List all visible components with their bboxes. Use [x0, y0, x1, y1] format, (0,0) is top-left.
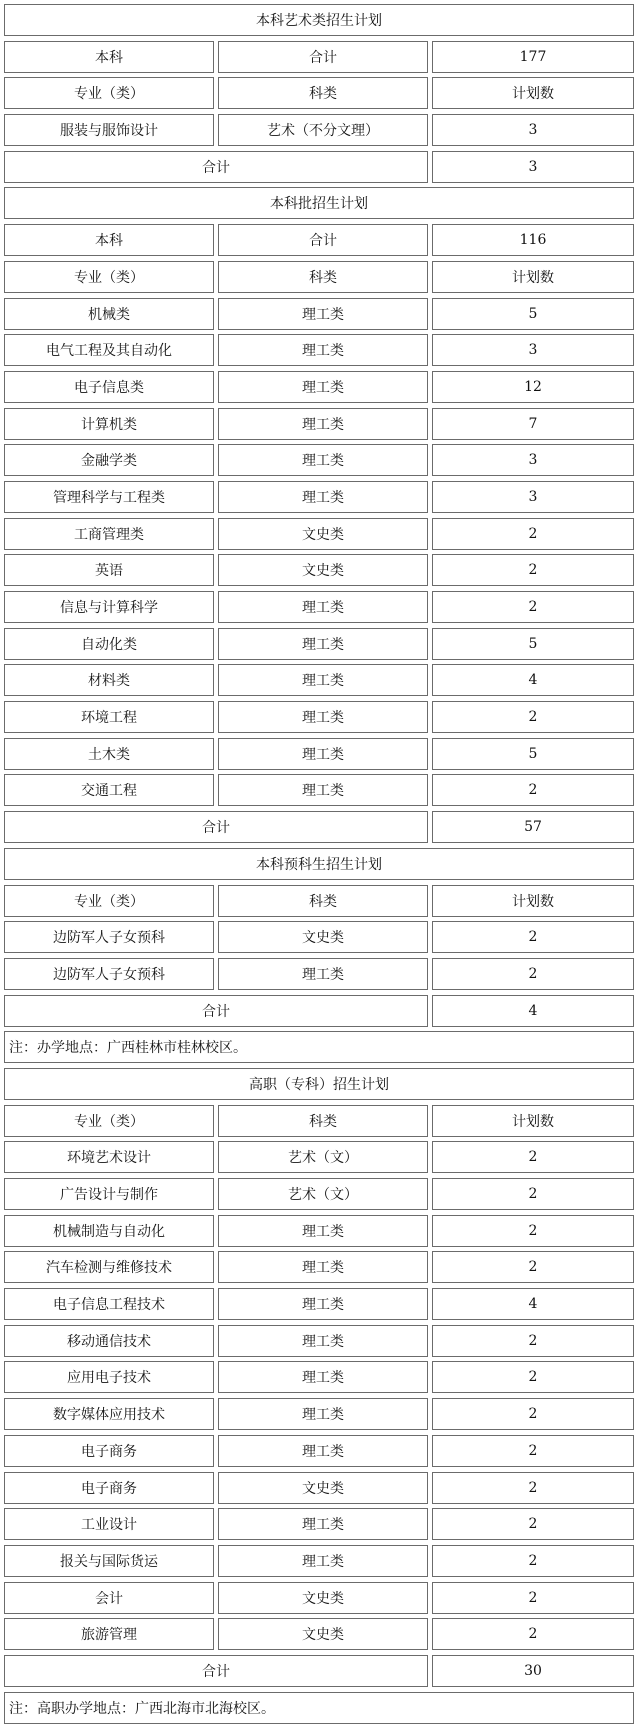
summary-level: 本科	[4, 41, 214, 73]
major-cell: 机械类	[4, 298, 214, 330]
count-cell: 2	[432, 1141, 634, 1173]
count-cell: 7	[432, 408, 634, 440]
summary-value: 116	[432, 224, 634, 256]
total-row	[4, 995, 634, 1027]
major-cell: 自动化类	[4, 628, 214, 660]
table-row	[4, 701, 634, 733]
count-cell: 2	[432, 1178, 634, 1210]
count-cell: 4	[432, 1288, 634, 1320]
section-title: 高职（专科）招生计划	[4, 1068, 634, 1100]
category-cell: 理工类	[218, 1215, 428, 1247]
header-major: 专业（类）	[4, 77, 214, 109]
category-cell: 文史类	[218, 1472, 428, 1504]
header-category: 科类	[218, 885, 428, 917]
category-cell: 理工类	[218, 444, 428, 476]
category-cell: 文史类	[218, 921, 428, 953]
summary-label: 合计	[218, 224, 428, 256]
table-row	[4, 334, 634, 366]
category-cell: 理工类	[218, 298, 428, 330]
section-title: 本科批招生计划	[4, 187, 634, 219]
table-row	[4, 1361, 634, 1393]
major-cell: 信息与计算科学	[4, 591, 214, 623]
summary-value: 177	[432, 41, 634, 73]
category-cell: 文史类	[218, 1618, 428, 1650]
table-row	[4, 1435, 634, 1467]
category-cell: 文史类	[218, 1582, 428, 1614]
count-cell: 2	[432, 1215, 634, 1247]
major-cell: 环境艺术设计	[4, 1141, 214, 1173]
table-row	[4, 1178, 634, 1210]
table-row	[4, 518, 634, 550]
category-cell: 理工类	[218, 371, 428, 403]
total-value: 3	[432, 151, 634, 183]
major-cell: 报关与国际货运	[4, 1545, 214, 1577]
major-cell: 会计	[4, 1582, 214, 1614]
count-cell: 3	[432, 114, 634, 146]
table-header-row	[4, 885, 634, 917]
table-header-row	[4, 261, 634, 293]
table-row	[4, 1398, 634, 1430]
major-cell: 电子商务	[4, 1435, 214, 1467]
table-row	[4, 591, 634, 623]
category-cell: 艺术（文）	[218, 1178, 428, 1210]
major-cell: 电子商务	[4, 1472, 214, 1504]
category-cell: 理工类	[218, 408, 428, 440]
major-cell: 服装与服饰设计	[4, 114, 214, 146]
section-title-row	[4, 1068, 634, 1100]
table-row	[4, 738, 634, 770]
major-cell: 边防军人子女预科	[4, 921, 214, 953]
category-cell: 理工类	[218, 1251, 428, 1283]
note-row	[4, 1692, 634, 1724]
count-cell: 2	[432, 701, 634, 733]
count-cell: 4	[432, 664, 634, 696]
table-row	[4, 554, 634, 586]
major-cell: 计算机类	[4, 408, 214, 440]
category-cell: 理工类	[218, 591, 428, 623]
enrollment-plan-document	[4, 4, 634, 1728]
category-cell: 文史类	[218, 554, 428, 586]
category-cell: 理工类	[218, 1435, 428, 1467]
header-count: 计划数	[432, 261, 634, 293]
table-row	[4, 921, 634, 953]
count-cell: 2	[432, 774, 634, 806]
category-cell: 理工类	[218, 958, 428, 990]
count-cell: 12	[432, 371, 634, 403]
summary-row	[4, 224, 634, 256]
header-category: 科类	[218, 261, 428, 293]
table-row	[4, 1545, 634, 1577]
count-cell: 3	[432, 334, 634, 366]
count-cell: 3	[432, 444, 634, 476]
total-value: 4	[432, 995, 634, 1027]
table-row	[4, 628, 634, 660]
section-title-row	[4, 187, 634, 219]
table-row	[4, 1215, 634, 1247]
section-title: 本科预科生招生计划	[4, 848, 634, 880]
category-cell: 理工类	[218, 664, 428, 696]
header-major: 专业（类）	[4, 885, 214, 917]
count-cell: 2	[432, 1251, 634, 1283]
major-cell: 移动通信技术	[4, 1325, 214, 1357]
header-count: 计划数	[432, 885, 634, 917]
table-row	[4, 1141, 634, 1173]
table-row	[4, 774, 634, 806]
count-cell: 2	[432, 1435, 634, 1467]
table-row	[4, 1472, 634, 1504]
header-major: 专业（类）	[4, 261, 214, 293]
count-cell: 2	[432, 921, 634, 953]
header-count: 计划数	[432, 77, 634, 109]
table-row	[4, 664, 634, 696]
total-row	[4, 1655, 634, 1687]
count-cell: 2	[432, 591, 634, 623]
count-cell: 5	[432, 628, 634, 660]
count-cell: 2	[432, 1618, 634, 1650]
major-cell: 环境工程	[4, 701, 214, 733]
total-value: 57	[432, 811, 634, 843]
summary-label: 合计	[218, 41, 428, 73]
category-cell: 理工类	[218, 774, 428, 806]
count-cell: 2	[432, 1508, 634, 1540]
count-cell: 3	[432, 481, 634, 513]
header-category: 科类	[218, 1105, 428, 1137]
category-cell: 理工类	[218, 738, 428, 770]
total-label: 合计	[4, 995, 428, 1027]
total-label: 合计	[4, 811, 428, 843]
major-cell: 电气工程及其自动化	[4, 334, 214, 366]
major-cell: 金融学类	[4, 444, 214, 476]
table-row	[4, 1325, 634, 1357]
major-cell: 管理科学与工程类	[4, 481, 214, 513]
category-cell: 理工类	[218, 1361, 428, 1393]
count-cell: 2	[432, 1472, 634, 1504]
location-note: 注：办学地点：广西桂林市桂林校区。	[4, 1031, 634, 1063]
table-row	[4, 1582, 634, 1614]
category-cell: 理工类	[218, 1398, 428, 1430]
category-cell: 理工类	[218, 701, 428, 733]
location-note: 注：高职办学地点：广西北海市北海校区。	[4, 1692, 634, 1724]
category-cell: 理工类	[218, 334, 428, 366]
major-cell: 工商管理类	[4, 518, 214, 550]
major-cell: 土木类	[4, 738, 214, 770]
summary-row	[4, 41, 634, 73]
major-cell: 旅游管理	[4, 1618, 214, 1650]
section-title: 本科艺术类招生计划	[4, 4, 634, 36]
major-cell: 电子信息工程技术	[4, 1288, 214, 1320]
count-cell: 5	[432, 738, 634, 770]
major-cell: 电子信息类	[4, 371, 214, 403]
summary-level: 本科	[4, 224, 214, 256]
count-cell: 2	[432, 518, 634, 550]
category-cell: 理工类	[218, 1288, 428, 1320]
count-cell: 2	[432, 554, 634, 586]
category-cell: 理工类	[218, 481, 428, 513]
header-count: 计划数	[432, 1105, 634, 1137]
table-row	[4, 408, 634, 440]
table-row	[4, 298, 634, 330]
count-cell: 2	[432, 1545, 634, 1577]
total-row	[4, 151, 634, 183]
table-row	[4, 1288, 634, 1320]
table-row	[4, 1618, 634, 1650]
table-header-row	[4, 77, 634, 109]
count-cell: 2	[432, 1325, 634, 1357]
table-header-row	[4, 1105, 634, 1137]
category-cell: 文史类	[218, 518, 428, 550]
table-row	[4, 444, 634, 476]
count-cell: 2	[432, 958, 634, 990]
table-row	[4, 114, 634, 146]
table-row	[4, 371, 634, 403]
table-row	[4, 481, 634, 513]
major-cell: 机械制造与自动化	[4, 1215, 214, 1247]
header-category: 科类	[218, 77, 428, 109]
major-cell: 边防军人子女预科	[4, 958, 214, 990]
count-cell: 2	[432, 1582, 634, 1614]
section-title-row	[4, 848, 634, 880]
major-cell: 应用电子技术	[4, 1361, 214, 1393]
major-cell: 广告设计与制作	[4, 1178, 214, 1210]
table-row	[4, 958, 634, 990]
total-label: 合计	[4, 151, 428, 183]
count-cell: 2	[432, 1398, 634, 1430]
header-major: 专业（类）	[4, 1105, 214, 1137]
total-label: 合计	[4, 1655, 428, 1687]
table-row	[4, 1508, 634, 1540]
category-cell: 理工类	[218, 1508, 428, 1540]
note-row	[4, 1031, 634, 1063]
count-cell: 2	[432, 1361, 634, 1393]
category-cell: 理工类	[218, 1325, 428, 1357]
total-row	[4, 811, 634, 843]
major-cell: 英语	[4, 554, 214, 586]
section-title-row	[4, 4, 634, 36]
major-cell: 交通工程	[4, 774, 214, 806]
category-cell: 艺术（文）	[218, 1141, 428, 1173]
category-cell: 理工类	[218, 1545, 428, 1577]
category-cell: 理工类	[218, 628, 428, 660]
category-cell: 艺术（不分文理）	[218, 114, 428, 146]
major-cell: 汽车检测与维修技术	[4, 1251, 214, 1283]
major-cell: 材料类	[4, 664, 214, 696]
major-cell: 数字媒体应用技术	[4, 1398, 214, 1430]
major-cell: 工业设计	[4, 1508, 214, 1540]
table-row	[4, 1251, 634, 1283]
total-value: 30	[432, 1655, 634, 1687]
count-cell: 5	[432, 298, 634, 330]
